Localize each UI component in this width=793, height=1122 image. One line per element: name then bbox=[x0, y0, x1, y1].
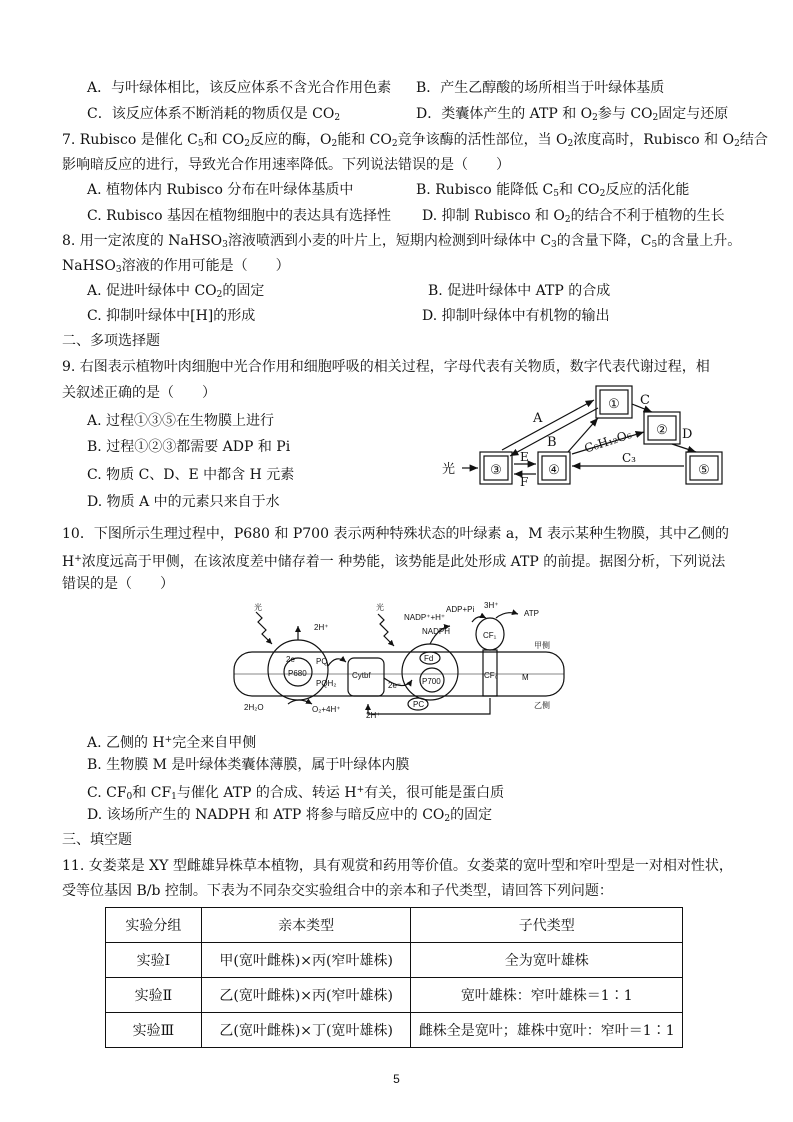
table-cell: 乙(宽叶雌株)×丙(窄叶雄株) bbox=[201, 978, 411, 1013]
q7-option-a: A. 植物体内 Rubisco 分布在叶绿体基质中 bbox=[87, 182, 354, 198]
q9-light: 光 bbox=[442, 462, 456, 477]
q9-label-3: ③ bbox=[490, 463, 502, 478]
q8-stem-line1: 8. 用一定浓度的 NaHSO$_3$溶液喷洒到小麦的叶片上，短期内检测到叶绿体中 $C_3$的含量下降，$C_5$的含量上升。 bbox=[62, 233, 742, 250]
table-row bbox=[106, 943, 683, 978]
svg-text:甲侧: 甲侧 bbox=[534, 641, 550, 650]
table-cell: 实验Ⅱ bbox=[106, 978, 202, 1013]
table-row bbox=[106, 978, 683, 1013]
svg-text:ADP+Pi: ADP+Pi bbox=[446, 605, 475, 614]
q9-option-c: C. 物质 C、D、E 中都含 H 元素 bbox=[87, 467, 295, 483]
q7-option-d: D. 抑制 Rubisco 和 $O_2$的结合不利于植物的生长 bbox=[422, 208, 725, 225]
table-header-row bbox=[106, 908, 683, 943]
table-cell: 雌株全是宽叶；雄株中宽叶：窄叶＝1∶1 bbox=[411, 1013, 683, 1048]
q8-stem-line2: NaHSO$_3$溶液的作用可能是（ ） bbox=[62, 258, 290, 275]
svg-text:PQH₂: PQH₂ bbox=[316, 679, 337, 688]
q9-option-a: A. 过程①③⑤在生物膜上进行 bbox=[87, 413, 275, 429]
table-cell: 实验Ⅲ bbox=[106, 1013, 202, 1048]
svg-text:光: 光 bbox=[376, 603, 384, 612]
q6-option-d: D．类囊体产生的 ATP 和 $O_2$参与 $CO_2$固定与还原 bbox=[416, 106, 729, 123]
q7-stem-line1: 7. Rubisco 是催化 $C_5$和 $CO_2$反应的酶，$O_2$能和 $CO_2$竞争该酶的活性部位，当 $O_2$浓度高时，Rubisco 和 $O_2$结合 bbox=[62, 132, 768, 149]
q9-option-d: D. 物质 A 中的元素只来自于水 bbox=[87, 494, 280, 510]
svg-text:P680: P680 bbox=[288, 669, 307, 678]
q11-stem-line1: 11. 女娄菜是 XY 型雌雄异株草本植物，具有观赏和药用等价值。女娄菜的宽叶型和窄叶型是一对相对性状， bbox=[62, 858, 733, 874]
q9-stem-line2: 关叙述正确的是（ ） bbox=[62, 385, 216, 401]
table-cell: 乙(宽叶雌株)×丁(宽叶雄株) bbox=[201, 1013, 411, 1048]
svg-text:PQ: PQ bbox=[316, 657, 328, 666]
table-row bbox=[106, 1013, 683, 1048]
q7-option-c: C. Rubisco 基因在植物细胞中的表达具有选择性 bbox=[87, 208, 392, 224]
section-multiple-choice: 二、多项选择题 bbox=[62, 333, 160, 349]
svg-text:O₂+4H⁺: O₂+4H⁺ bbox=[312, 705, 341, 714]
svg-text:2e⁻: 2e⁻ bbox=[388, 681, 402, 690]
q9-stem-line1: 9. 右图表示植物叶肉细胞中光合作用和细胞呼吸的相关过程，字母代表有关物质，数字代表代谢过程，相 bbox=[62, 359, 710, 375]
header-offspring: 子代类型 bbox=[411, 908, 683, 943]
table-cell: 甲(宽叶雌株)×丙(窄叶雄株) bbox=[201, 943, 411, 978]
svg-text:Fd: Fd bbox=[424, 654, 434, 663]
q10-stem-line1: 10．下图所示生理过程中，P680 和 P700 表示两种特殊状态的叶绿素 a，M 表示某种生物膜，其中乙侧的 bbox=[62, 526, 730, 542]
table-cell: 宽叶雄株：窄叶雄株＝1∶1 bbox=[411, 978, 683, 1013]
q6-option-c: C．该反应体系不断消耗的物质仅是 $CO_2$ bbox=[87, 106, 341, 123]
q9-label-5: ⑤ bbox=[698, 463, 710, 478]
q9-C: C bbox=[640, 393, 650, 408]
header-parents: 亲本类型 bbox=[201, 908, 411, 943]
q10-option-a: A. 乙侧的 H+完全来自甲侧 bbox=[87, 735, 257, 751]
svg-text:CF₁: CF₁ bbox=[483, 631, 497, 640]
page-number: 5 bbox=[393, 1072, 400, 1086]
q7-stem-line2: 影响暗反应的进行，导致光合作用速率降低。下列说法错误的是（ ） bbox=[62, 157, 510, 173]
q6-option-a: A．与叶绿体相比，该反应体系不含光合作用色素 bbox=[87, 80, 392, 96]
q9-label-1: ① bbox=[608, 397, 620, 412]
svg-text:PC: PC bbox=[413, 700, 425, 709]
q8-option-a: A. 促进叶绿体中 $CO_2$的固定 bbox=[87, 283, 265, 300]
q9-A: A bbox=[533, 411, 543, 426]
q9-F: F bbox=[520, 475, 529, 489]
svg-text:CF₀: CF₀ bbox=[484, 671, 498, 680]
q8-option-b: B. 促进叶绿体中 ATP 的合成 bbox=[428, 283, 611, 299]
header-group: 实验分组 bbox=[106, 908, 202, 943]
q11-cross-table bbox=[105, 907, 683, 1048]
q7-option-b: B. Rubisco 能降低 $C_5$和 $CO_2$反应的活化能 bbox=[416, 182, 690, 199]
q8-option-c: C. 抑制叶绿体中[H]的形成 bbox=[87, 308, 256, 324]
svg-text:2H₂O: 2H₂O bbox=[244, 703, 264, 712]
q9-glucose: C₆H₁₂O₆ bbox=[582, 427, 634, 456]
q10-thylakoid-diagram bbox=[228, 600, 573, 722]
svg-text:3H⁺: 3H⁺ bbox=[484, 601, 499, 610]
svg-text:2H⁺: 2H⁺ bbox=[314, 623, 329, 632]
q10-option-b: B. 生物膜 M 是叶绿体类囊体薄膜，属于叶绿体内膜 bbox=[87, 757, 410, 773]
svg-text:P700: P700 bbox=[422, 677, 441, 686]
q9-label-2: ② bbox=[656, 423, 668, 438]
q9-option-b: B. 过程①②③都需要 ADP 和 Pi bbox=[87, 439, 291, 455]
svg-text:光: 光 bbox=[254, 603, 262, 612]
q6-option-b: B．产生乙醇酸的场所相当于叶绿体基质 bbox=[416, 80, 665, 96]
svg-text:NADPH: NADPH bbox=[422, 627, 451, 636]
q9-E: E bbox=[520, 450, 529, 464]
q9-D: D bbox=[682, 427, 693, 442]
svg-text:2e⁻: 2e⁻ bbox=[286, 655, 300, 664]
svg-text:M: M bbox=[522, 673, 529, 682]
q8-option-d: D. 抑制叶绿体中有机物的输出 bbox=[422, 308, 610, 324]
section-fill-in: 三、填空题 bbox=[62, 832, 132, 848]
q10-option-c: C. $CF_0$和 $CF_1$与催化 ATP 的合成、转运 H+有关，很可能是蛋白质 bbox=[87, 785, 505, 802]
q10-option-d: D. 该场所产生的 NADPH 和 ATP 将参与暗反应中的 $CO_2$的固定 bbox=[87, 807, 493, 824]
q10-stem-line3: 错误的是（ ） bbox=[62, 576, 174, 592]
q9-c3: C₃ bbox=[622, 451, 636, 465]
q9-metabolism-diagram bbox=[440, 382, 725, 492]
svg-text:2H⁺: 2H⁺ bbox=[366, 711, 381, 720]
q11-stem-line2: 受等位基因 B/b 控制。下表为不同杂交实验组合中的亲本和子代类型，请回答下列问题： bbox=[62, 883, 613, 899]
q9-label-4: ④ bbox=[548, 463, 560, 478]
svg-text:ATP: ATP bbox=[524, 609, 539, 618]
table-cell: 全为宽叶雄株 bbox=[411, 943, 683, 978]
svg-text:NADP⁺+H⁺: NADP⁺+H⁺ bbox=[404, 613, 446, 622]
q10-stem-line2: H+浓度远高于甲侧，在该浓度差中储存着一 种势能，该势能是此处形成 ATP 的前提。据图分析，下列说法 bbox=[62, 554, 726, 570]
svg-text:Cytbf: Cytbf bbox=[352, 671, 371, 680]
q9-B: B bbox=[547, 435, 557, 450]
svg-text:乙侧: 乙侧 bbox=[534, 701, 550, 710]
table-cell: 实验Ⅰ bbox=[106, 943, 202, 978]
